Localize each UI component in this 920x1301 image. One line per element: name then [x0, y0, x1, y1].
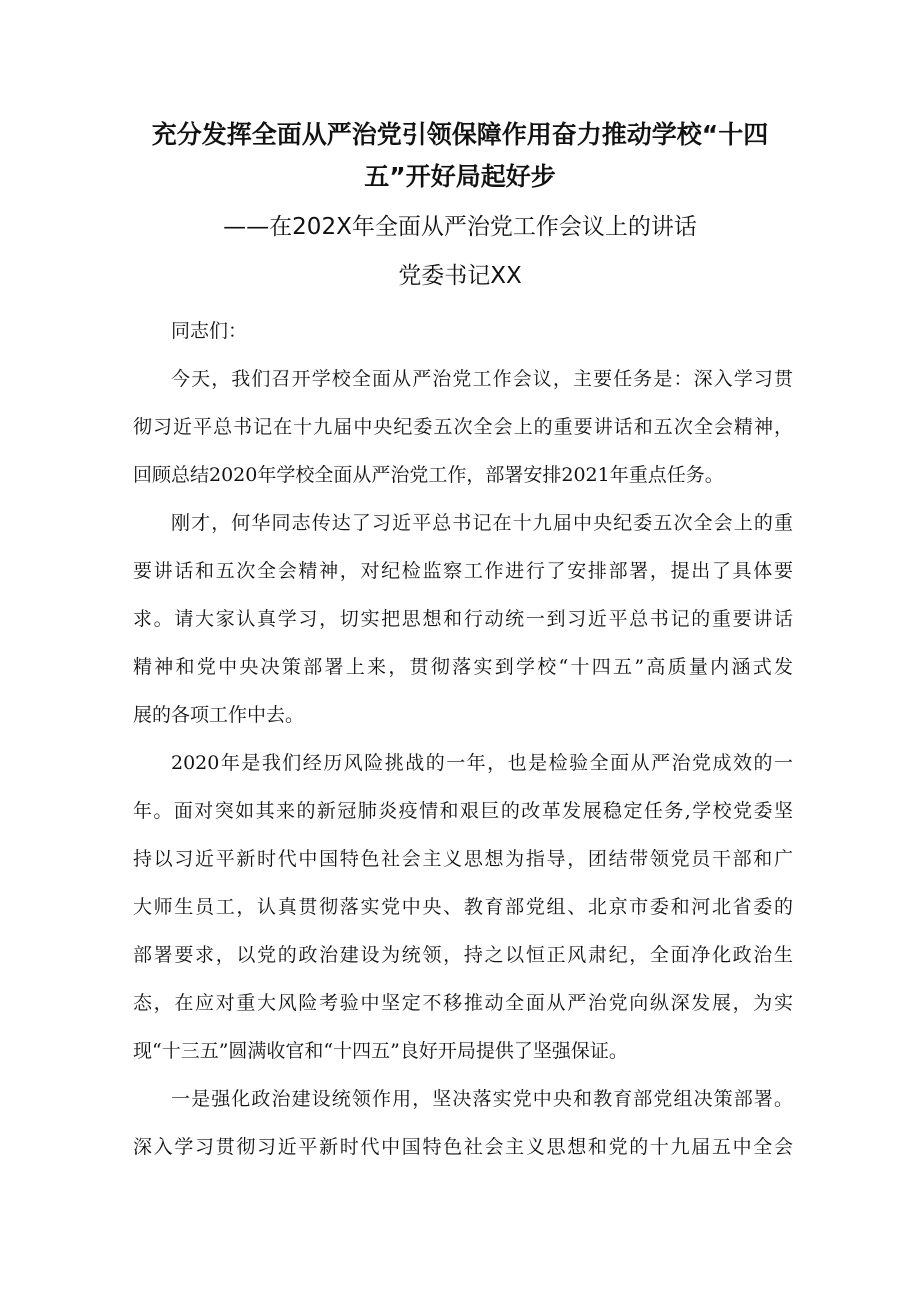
- salutation: [133, 307, 793, 355]
- paragraph-line: 部署要求，以党的政治建设为统领，持之以恒正风肃纪，全面净化政治生: [133, 944, 793, 966]
- salutation-text: 同志们：: [171, 320, 248, 342]
- paragraph-line: 展的各项工作中去。: [133, 704, 305, 726]
- paragraph-line: 态，在应对重大风险考验中坚定不移推动全面从严治党向纵深发展，为实: [133, 992, 793, 1014]
- paragraph-line: 要讲话和五次全会精神，对纪检监察工作进行了安排部署，提出了具体要: [133, 560, 793, 582]
- paragraph-line: 刚才，何华同志传达了习近平总书记在十九届中央纪委五次全会上的重: [171, 512, 793, 534]
- paragraph-2: [133, 499, 793, 739]
- document-title-line-2: 五”开好局起好步: [364, 162, 556, 191]
- paragraph-line: 彻习近平总书记在十九届中央纪委五次全会上的重要讲话和五次全会精神，: [133, 416, 793, 438]
- paragraph-line: 精神和党中央决策部署上来，贯彻落实到学校“十四五”高质量内涵式发: [133, 656, 793, 678]
- paragraph-line: 大师生员工，认真贯彻落实党中央、教育部党组、北京市委和河北省委的: [133, 896, 793, 918]
- paragraph-line: 求。请大家认真学习，切实把思想和行动统一到习近平总书记的重要讲话: [133, 608, 793, 630]
- paragraph-line: 年。面对突如其来的新冠肺炎疫情和艰巨的改革发展稳定任务,学校党委坚: [133, 800, 793, 822]
- paragraph-line: 一是强化政治建设统领作用，坚决落实党中央和教育部党组决策部署。: [171, 1088, 793, 1110]
- paragraph-4: [133, 1075, 793, 1171]
- paragraph-1: [133, 355, 793, 499]
- document-subtitle: ——在202X年全面从严治党工作会议上的讲话: [223, 214, 697, 240]
- paragraph-line: 持以习近平新时代中国特色社会主义思想为指导，团结带领党员干部和广: [133, 848, 793, 870]
- paragraph-line: 现“十三五”圆满收官和“十四五”良好开局提供了坚强保证。: [133, 1040, 628, 1062]
- paragraph-line: 深入学习贯彻习近平新时代中国特色社会主义思想和党的十九届五中全会: [133, 1136, 793, 1158]
- paragraph-line: 回顾总结2020年学校全面从严治党工作，部署安排2021年重点任务。: [133, 464, 724, 486]
- paragraph-line: 今天，我们召开学校全面从严治党工作会议，主要任务是：深入学习贯: [171, 368, 793, 390]
- paragraph-3: [133, 739, 793, 1075]
- document-title-line-1: 充分发挥全面从严治党引领保障作用奋力推动学校“十四: [151, 120, 769, 149]
- document-author: 党委书记XX: [398, 263, 522, 289]
- paragraph-line: 2020年是我们经历风险挑战的一年，也是检验全面从严治党成效的一: [171, 752, 793, 774]
